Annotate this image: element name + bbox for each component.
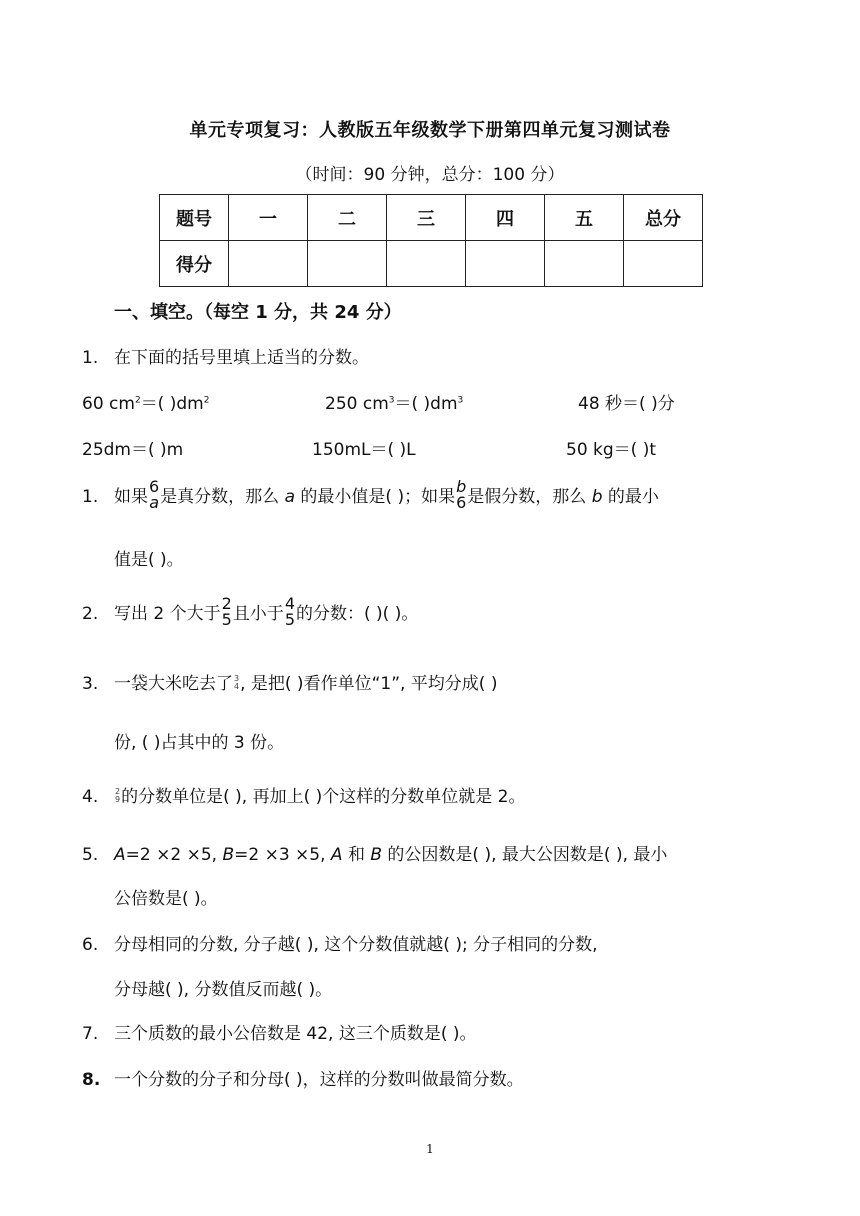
table-cell: 总分 (624, 195, 703, 241)
question-3-line2: 份, ( )占其中的 3 份。 (114, 733, 285, 753)
fraction-denominator: 9 (115, 795, 121, 804)
question-number: 8. (82, 1070, 101, 1090)
question-1-line2: 值是( )。 (114, 550, 184, 570)
question-number: 1. (82, 348, 99, 368)
fraction-denominator: 4 (234, 682, 240, 691)
question-2 (82, 594, 419, 630)
score-table (159, 194, 703, 287)
variable: A (330, 845, 343, 865)
question-text: 一袋大米吃去了 (114, 674, 233, 694)
question-5 (82, 840, 667, 865)
variable: a (284, 487, 296, 507)
score-table-header-row (160, 195, 703, 241)
table-cell: 五 (545, 195, 624, 241)
conversion-item: 25dm＝( )m (82, 440, 184, 460)
question-text: 的最小值是( )；如果 (295, 487, 456, 507)
score-input-cell[interactable] (624, 241, 703, 287)
table-cell: 题号 (160, 195, 229, 241)
fraction (456, 479, 466, 511)
fraction-numerator: 2 (115, 787, 121, 796)
variable: B (370, 845, 383, 865)
conversion-item: 50 kg＝( )t (566, 440, 657, 460)
score-input-cell[interactable] (387, 241, 466, 287)
table-cell: 四 (466, 195, 545, 241)
question-3 (82, 669, 497, 694)
fraction (115, 788, 120, 804)
score-input-cell[interactable] (308, 241, 387, 287)
page-number: 1 (426, 1142, 434, 1156)
score-table-score-row (160, 241, 703, 287)
question-4 (82, 782, 525, 807)
conversion-item (82, 389, 209, 414)
score-input-cell[interactable] (545, 241, 624, 287)
fraction-numerator: 2 (221, 594, 232, 613)
fraction (222, 596, 232, 628)
fraction (285, 596, 295, 628)
exponent: 3 (457, 395, 464, 406)
fraction-numerator: b (456, 477, 467, 496)
question-text: 三个质数的最小公倍数是 42, 这三个质数是( )。 (114, 1024, 477, 1044)
question-text: 如果 (114, 487, 148, 507)
conversion-text: 250 cm (325, 394, 389, 414)
table-cell: 二 (308, 195, 387, 241)
question-text: 分母相同的分数, 分子越( ), 这个分数值就越( ); 分子相同的分数, (114, 935, 598, 955)
fraction (149, 479, 159, 511)
question-text: 是真分数，那么 (160, 487, 285, 507)
question-text: , 是把( )看作单位“1”, 平均分成( ) (240, 674, 498, 694)
question-text: 的分数：( )( )。 (296, 604, 419, 624)
question-7 (82, 1019, 477, 1044)
question-text: 是假分数，那么 (467, 487, 592, 507)
question-number: 3. (82, 674, 99, 694)
question-6-line2: 分母越( ), 分数值反而越( )。 (114, 980, 333, 1000)
conversion-text: ＝( )dm (394, 394, 458, 414)
fraction-denominator: 5 (284, 610, 295, 629)
variable: B (222, 845, 235, 865)
question-number: 6. (82, 935, 99, 955)
question-text: 在下面的括号里填上适当的分数。 (114, 348, 369, 368)
question-text: =2 ×3 ×5, (234, 845, 331, 865)
question-8 (82, 1065, 524, 1090)
conversion-item (325, 389, 463, 414)
question-number: 7. (82, 1024, 99, 1044)
conversion-item: 150mL＝( )L (312, 440, 416, 460)
fraction-numerator: 6 (149, 477, 160, 496)
question-text: 写出 2 个大于 (114, 604, 221, 624)
score-input-cell[interactable] (229, 241, 308, 287)
conversion-item: 48 秒＝( )分 (578, 394, 675, 414)
table-cell: 一 (229, 195, 308, 241)
fraction-denominator: 5 (221, 610, 232, 629)
question-text: 的分数单位是( ), 再加上( )个这样的分数单位就是 2。 (121, 787, 526, 807)
question-number: 5. (82, 845, 99, 865)
question-number: 1. (82, 487, 99, 507)
question-number: 4. (82, 787, 99, 807)
score-input-cell[interactable] (466, 241, 545, 287)
question-text: 且小于 (232, 604, 284, 624)
conversion-text: ＝( )dm (140, 394, 204, 414)
fraction-numerator: 3 (234, 674, 240, 683)
table-cell: 三 (387, 195, 466, 241)
variable: b (591, 487, 603, 507)
exponent: 2 (134, 395, 141, 406)
question-text: =2 ×2 ×5, (125, 845, 223, 865)
fraction (234, 675, 239, 691)
question-5-line2: 公倍数是( )。 (114, 889, 218, 909)
question-text: 的最小 (602, 487, 659, 507)
table-cell: 得分 (160, 241, 229, 287)
question-text: 一个分数的分子和分母( )，这样的分数叫做最简分数。 (114, 1070, 524, 1090)
question-text: 和 (342, 845, 371, 865)
page-title: 单元专项复习：人教版五年级数学下册第四单元复习测试卷 (189, 120, 671, 141)
question-text: 的公因数是( ), 最大公因数是( ), 最小 (382, 845, 668, 865)
exponent: 3 (388, 395, 395, 406)
exponent: 2 (203, 395, 210, 406)
section-heading: 一、填空。（每空 1 分，共 24 分） (114, 302, 402, 323)
question-intro (82, 343, 369, 368)
variable: A (114, 845, 126, 865)
question-number: 2. (82, 604, 99, 624)
exam-info: （时间：90 分钟，总分：100 分） (295, 165, 565, 185)
conversion-text: 60 cm (82, 394, 135, 414)
question-1 (82, 477, 659, 513)
fraction-denominator: 6 (456, 493, 467, 512)
question-6 (82, 930, 598, 955)
fraction-denominator: a (149, 493, 159, 512)
fraction-numerator: 4 (284, 594, 295, 613)
